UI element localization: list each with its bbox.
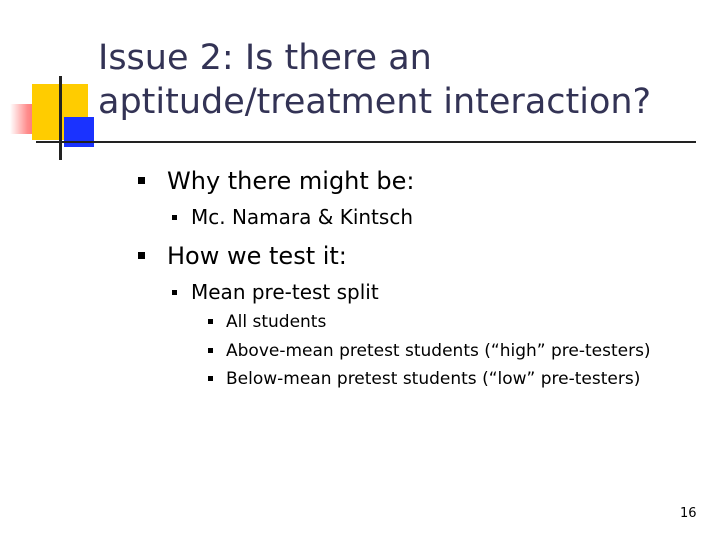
square-bullet-icon xyxy=(208,319,213,324)
title-underline-rule xyxy=(36,141,696,143)
page-number: 16 xyxy=(680,506,697,521)
logo-vertical-rule xyxy=(59,76,62,160)
bullet-why-there-might-be xyxy=(138,167,415,195)
slide-title xyxy=(98,36,698,124)
square-bullet-icon xyxy=(172,290,177,295)
bullet-how-we-test-it xyxy=(138,242,347,270)
sub-sub-bullet-text: All students xyxy=(226,312,327,332)
sub-sub-bullet-below-mean xyxy=(208,369,640,389)
sub-bullet-text: Mean pre-test split xyxy=(191,280,379,304)
sub-sub-bullet-text: Above-mean pretest students (“high” pre-testers) xyxy=(226,341,651,361)
square-bullet-icon xyxy=(208,376,213,381)
sub-sub-bullet-above-mean xyxy=(208,341,651,361)
sub-sub-bullet-all-students xyxy=(208,312,326,332)
slide-title-line-1: Issue 2: Is there an xyxy=(98,38,432,78)
slide-title-line-2: aptitude/treatment interaction? xyxy=(98,82,652,122)
sub-bullet-mean-pretest-split xyxy=(172,280,379,304)
square-bullet-icon xyxy=(138,177,145,184)
square-bullet-icon xyxy=(172,215,177,220)
bullet-text: How we test it: xyxy=(167,242,347,270)
square-bullet-icon xyxy=(138,252,145,259)
sub-bullet-text: Mc. Namara & Kintsch xyxy=(191,205,413,229)
square-bullet-icon xyxy=(208,348,213,353)
sub-sub-bullet-text: Below-mean pretest students (“low” pre-testers) xyxy=(226,369,641,389)
sub-bullet-mcnamara-kintsch xyxy=(172,205,413,229)
bullet-text: Why there might be: xyxy=(167,167,415,195)
